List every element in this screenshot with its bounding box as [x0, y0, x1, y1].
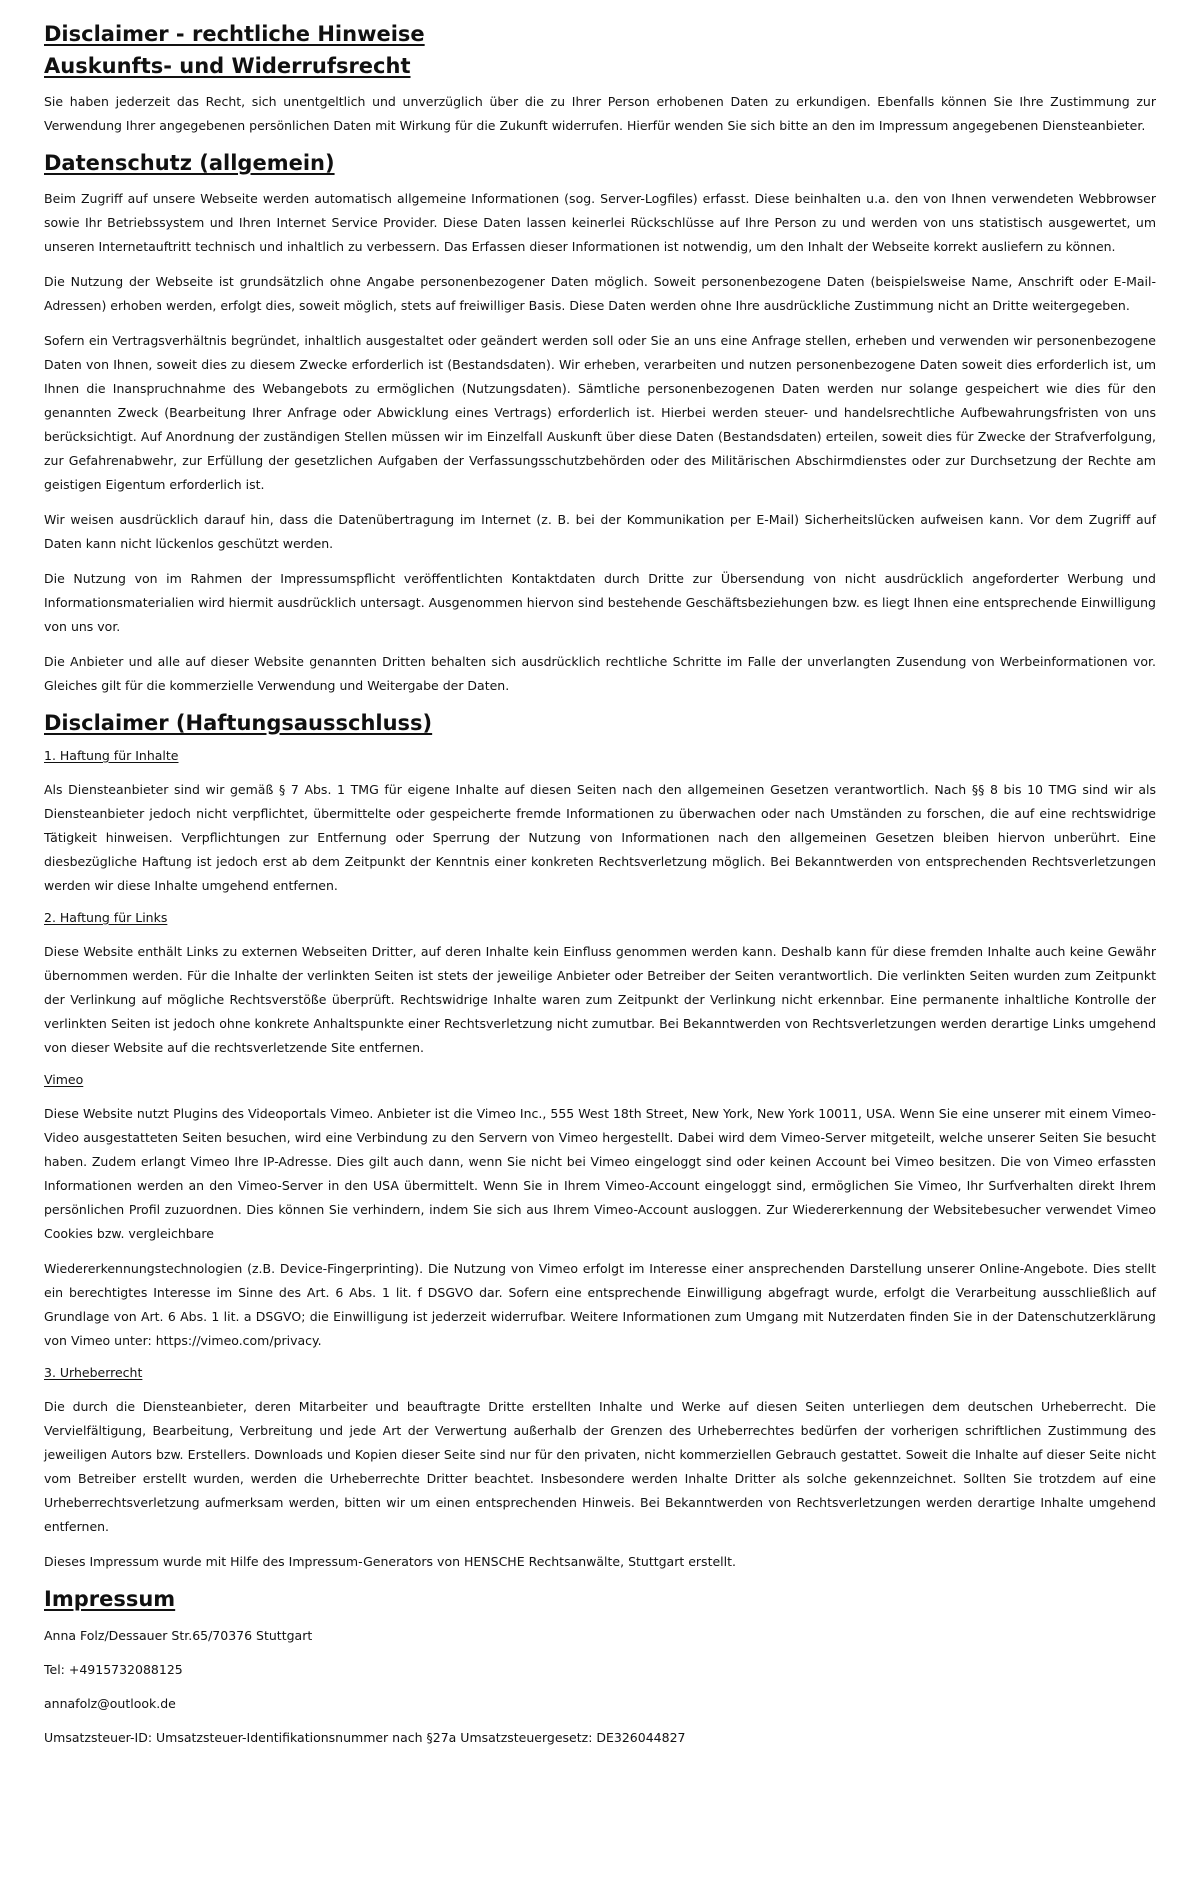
paragraph-haftung-links: Diese Website enthält Links zu externen Webseiten Dritter, auf deren Inhalte kein Einfluss genommen werden kann. Deshalb kann für diese fremden Inhalte auch keine Gewähr übernommen werden. Für die Inhalte der verlinkten Seiten ist stets der jeweilige Anbieter oder Betreiber der Seiten verantwortlich. Die verlinkten Seiten wurden zum Zeitpunkt der Verlinkung auf mögliche Rechtsverstöße überprüft. Rechtswidrige Inhalte waren zum Zeitpunkt der Verlinkung nicht erkennbar. Eine permanente inhaltliche Kontrolle der verlinkten Seiten ist jedoch ohne konkrete Anhaltspunkte einer Rechtsverletzung nicht zumutbar. Bei Bekanntwerden von Rechtsverletzungen werden derartige Links umgehend von dieser Website auf die rechtsverletzende Site entfernen.	[44, 944, 1156, 1055]
paragraph-datenschutz-3: Sofern ein Vertragsverhältnis begründet, inhaltlich ausgestaltet oder geändert werden soll oder Sie an uns eine Anfrage stellen, erheben und verwenden wir personenbezogene Daten von Ihnen, soweit dies zu diesem Zwecke erforderlich ist (Bestandsdaten). Wir erheben, verarbeiten und nutzen personenbezogene Daten soweit dies erforderlich ist, um Ihnen die Inanspruchnahme des Webangebots zu ermöglichen (Nutzungsdaten). Sämtliche personenbezogenen Daten werden nur solange gespeichert wie dies für den genannten Zweck (Bearbeitung Ihrer Anfrage oder Abwicklung eines Vertrags) erforderlich ist. Hierbei werden steuer- und handelsrechtliche Aufbewahrungsfristen von uns berücksichtigt. Auf Anordnung der zuständigen Stellen müssen wir im Einzelfall Auskunft über diese Daten (Bestandsdaten) erteilen, soweit dies für Zwecke der Strafverfolgung, zur Gefahrenabwehr, zur Erfüllung der gesetzlichen Aufgaben der Verfassungsschutzbehörden oder des Militärischen Abschirmdienstes oder zur Durchsetzung der Rechte am geistigen Eigentum erforderlich ist.	[44, 333, 1156, 492]
impressum-ust-id: Umsatzsteuer-ID: Umsatzsteuer-Identifikationsnummer nach §27a Umsatzsteuergesetz: DE326044827	[44, 1730, 686, 1745]
impressum-address: Anna Folz/Dessauer Str.65/70376 Stuttgart	[44, 1628, 313, 1643]
heading-haftung: Disclaimer (Haftungsausschluss)	[44, 711, 433, 735]
section-impressum	[44, 1585, 1156, 1751]
subheading-vimeo: Vimeo	[44, 1072, 84, 1087]
section-datenschutz	[44, 149, 1156, 698]
paragraph-datenschutz-2: Die Nutzung der Webseite ist grundsätzlich ohne Angabe personenbezogener Daten möglich. Soweit personenbezogene Daten (beispielsweise Name, Anschrift oder E-Mail-Adressen) erhoben werden, erfolgt dies, soweit möglich, stets auf freiwilliger Basis. Diese Daten werden ohne Ihre ausdrückliche Zustimmung nicht an Dritte weitergegeben.	[44, 274, 1156, 313]
generator-note: Dieses Impressum wurde mit Hilfe des Impressum-Generators von HENSCHE Rechtsanwälte, Stuttgart erstellt.	[44, 1554, 736, 1569]
paragraph-haftung-inhalte: Als Diensteanbieter sind wir gemäß § 7 Abs. 1 TMG für eigene Inhalte auf diesen Seiten nach den allgemeinen Gesetzen verantwortlich. Nach §§ 8 bis 10 TMG sind wir als Diensteanbieter jedoch nicht verpflichtet, übermittelte oder gespeicherte fremde Informationen zu überwachen oder nach Umständen zu forschen, die auf eine rechtswidrige Tätigkeit hinweisen. Verpflichtungen zur Entfernung oder Sperrung der Nutzung von Informationen nach den allgemeinen Gesetzen bleiben hiervon unberührt. Eine diesbezügliche Haftung ist jedoch erst ab dem Zeitpunkt der Kenntnis einer konkreten Rechtsverletzung möglich. Bei Bekanntwerden von entsprechenden Rechtsverletzungen werden wir diese Inhalte umgehend entfernen.	[44, 782, 1156, 893]
paragraph-vimeo-1: Diese Website nutzt Plugins des Videoportals Vimeo. Anbieter ist die Vimeo Inc., 555 West 18th Street, New York, New York 10011, USA. Wenn Sie eine unserer mit einem Vimeo-Video ausgestatteten Seiten besuchen, wird eine Verbindung zu den Servern von Vimeo hergestellt. Dabei wird dem Vimeo-Server mitgeteilt, welche unserer Seiten Sie besucht haben. Zudem erlangt Vimeo Ihre IP-Adresse. Dies gilt auch dann, wenn Sie nicht bei Vimeo eingeloggt sind oder keinen Account bei Vimeo besitzen. Die von Vimeo erfassten Informationen werden an den Vimeo-Server in den USA übermittelt. Wenn Sie in Ihrem Vimeo-Account eingeloggt sind, ermöglichen Sie Vimeo, Ihr Surfverhalten direkt Ihrem persönlichen Profil zuzuordnen. Dies können Sie verhindern, indem Sie sich aus Ihrem Vimeo-Account ausloggen. Zur Wiedererkennung der Websitebesucher verwendet Vimeo Cookies bzw. vergleichbare	[44, 1106, 1156, 1241]
section-haftung	[44, 709, 1156, 1574]
paragraph-vimeo-2: Wiedererkennungstechnologien (z.B. Device-Fingerprinting). Die Nutzung von Vimeo erfolgt im Interesse einer ansprechenden Darstellung unserer Online-Angebote. Dies stellt ein berechtigtes Interesse im Sinne des Art. 6 Abs. 1 lit. f DSGVO dar. Sofern eine entsprechende Einwilligung abgefragt wurde, erfolgt die Verarbeitung ausschließlich auf Grundlage von Art. 6 Abs. 1 lit. a DSGVO; die Einwilligung ist jederzeit widerrufbar. Weitere Informationen zum Umgang mit Nutzerdaten finden Sie in der Datenschutzerklärung von Vimeo unter: https://vimeo.com/privacy.	[44, 1261, 1156, 1348]
heading-auskunft: Auskunfts- und Widerrufsrecht	[44, 54, 411, 78]
subheading-urheberrecht: 3. Urheberrecht	[44, 1365, 143, 1380]
impressum-phone: Tel: +4915732088125	[44, 1662, 183, 1677]
paragraph-auskunft: Sie haben jederzeit das Recht, sich unentgeltlich und unverzüglich über die zu Ihrer Person erhobenen Daten zu erkundigen. Ebenfalls können Sie Ihre Zustimmung zur Verwendung Ihrer angegebenen persönlichen Daten mit Wirkung für die Zukunft widerrufen. Hierfür wenden Sie sich bitte an den im Impressum angegebenen Diensteanbieter.	[44, 94, 1156, 133]
paragraph-datenschutz-4: Wir weisen ausdrücklich darauf hin, dass die Datenübertragung im Internet (z. B. bei der Kommunikation per E-Mail) Sicherheitslücken aufweisen kann. Vor dem Zugriff auf Daten kann nicht lückenlos geschützt werden.	[44, 512, 1156, 551]
heading-impressum: Impressum	[44, 1587, 176, 1611]
subheading-haftung-links: 2. Haftung für Links	[44, 910, 168, 925]
paragraph-datenschutz-5: Die Nutzung von im Rahmen der Impressumspflicht veröffentlichten Kontaktdaten durch Dritte zur Übersendung von nicht ausdrücklich angeforderter Werbung und Informationsmaterialien wird hiermit ausdrücklich untersagt. Ausgenommen hiervon sind bestehende Geschäftsbeziehungen bzw. es liegt Ihnen eine entsprechende Einwilligung von uns vor.	[44, 571, 1156, 634]
page-title: Disclaimer - rechtliche Hinweise	[44, 22, 425, 46]
section-auskunft	[44, 52, 1156, 138]
paragraph-datenschutz-1: Beim Zugriff auf unsere Webseite werden automatisch allgemeine Informationen (sog. Server-Logfiles) erfasst. Diese beinhalten u.a. den von Ihnen verwendeten Webbrowser sowie Ihr Betriebssystem und Ihren Internet Service Provider. Diese Daten lassen keinerlei Rückschlüsse auf Ihre Person zu und werden von uns statistisch ausgewertet, um unseren Internetauftritt technisch und inhaltlich zu verbessern. Das Erfassen dieser Informationen ist notwendig, um den Inhalt der Webseite korrekt ausliefern zu können.	[44, 191, 1156, 254]
heading-datenschutz: Datenschutz (allgemein)	[44, 151, 335, 175]
impressum-email: annafolz@outlook.de	[44, 1696, 176, 1711]
subheading-haftung-inhalte: 1. Haftung für Inhalte	[44, 748, 179, 763]
paragraph-urheberrecht: Die durch die Diensteanbieter, deren Mitarbeiter und beauftragte Dritte erstellten Inhalte und Werke auf diesen Seiten unterliegen dem deutschen Urheberrecht. Die Vervielfältigung, Bearbeitung, Verbreitung und jede Art der Verwertung außerhalb der Grenzen des Urheberrechtes bedürfen der vorherigen schriftlichen Zustimmung des jeweiligen Autors bzw. Erstellers. Downloads und Kopien dieser Seite sind nur für den privaten, nicht kommerziellen Gebrauch gestattet. Soweit die Inhalte auf dieser Seite nicht vom Betreiber erstellt wurden, werden die Urheberrechte Dritter beachtet. Insbesondere werden Inhalte Dritter als solche gekennzeichnet. Sollten Sie trotzdem auf eine Urheberrechtsverletzung aufmerksam werden, bitten wir um einen entsprechenden Hinweis. Bei Bekanntwerden von Rechtsverletzungen werden derartige Inhalte umgehend entfernen.	[44, 1399, 1156, 1534]
paragraph-datenschutz-6: Die Anbieter und alle auf dieser Website genannten Dritten behalten sich ausdrücklich rechtliche Schritte im Falle der unverlangten Zusendung von Werbeinformationen vor. Gleiches gilt für die kommerzielle Verwendung und Weitergabe der Daten.	[44, 654, 1156, 693]
